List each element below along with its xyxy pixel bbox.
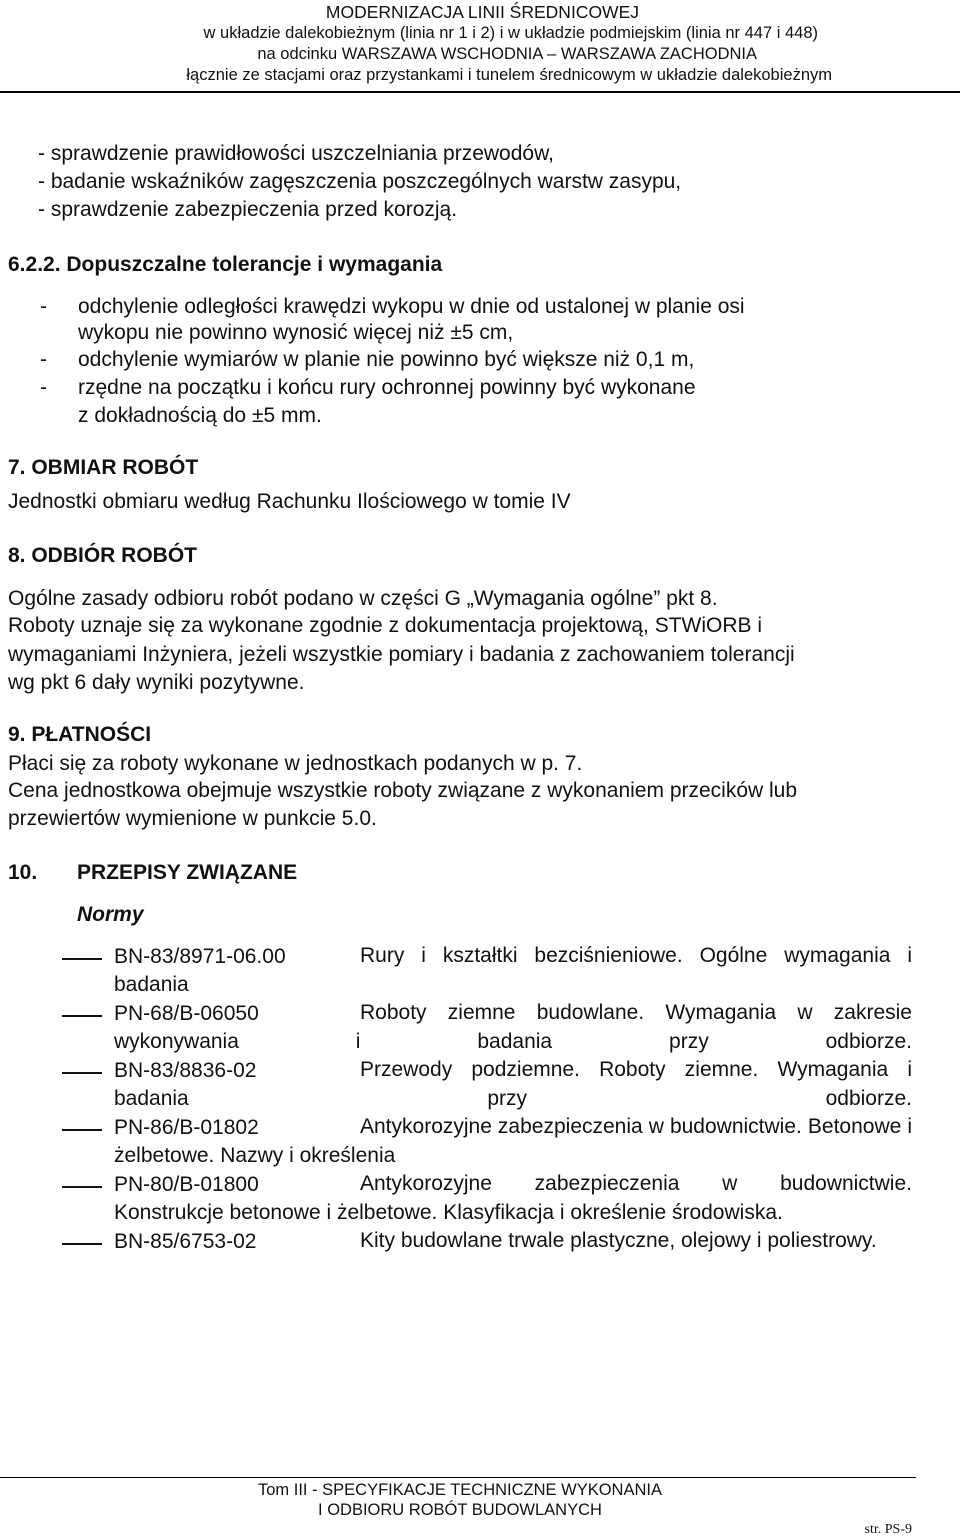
list-item: odchylenie wymiarów w planie nie powinno być większe niż 0,1 m, [78,348,695,371]
norm-code: BN-83/8971-06.00 [114,945,286,968]
list-item: odchylenie odległości krawędzi wykopu w dnie od ustalonej w planie osi [78,295,745,318]
norm-dash [62,1015,102,1017]
list-item-continuation: z dokładnością do ±5 mm. [78,404,322,427]
section-heading-7: 7. OBMIAR ROBÓT [8,456,199,479]
section-7-text: Jednostki obmiaru według Rachunku Ilościowego w tomie IV [8,490,571,513]
norms-subtitle: Normy [77,903,144,926]
header-line-3: na odcinku WARSZAWA WSCHODNIA – WARSZAWA ZACHODNIA [257,45,757,63]
norm-dash [62,1186,102,1188]
section-9-line: Płaci się za roboty wykonane w jednostkach podanych w p. 7. [8,752,583,775]
section-9-line: przewiertów wymienione w punkcie 5.0. [8,807,377,830]
header-line-4: łącznie ze stacjami oraz przystankami i tunelem średnicowym w układzie dalekobieżnym [186,66,832,84]
norm-description: Kity budowlane trwale plastyczne, olejowy i poliestrowy. [360,1229,877,1252]
list-dash: - [40,348,47,371]
list-item-continuation: wykopu nie powinno wynosić więcej niż ±5 cm, [78,321,514,344]
norm-dash [62,1072,102,1074]
section-8-line: wg pkt 6 dały wyniki pozytywne. [8,671,305,694]
section-heading-10: PRZEPISY ZWIĄZANE [77,861,298,884]
norm-description: Antykorozyjne zabezpieczenia w budownictwie. Betonowe i żelbetowe. Nazwy i określenia [114,1115,912,1167]
list-dash: - [40,295,47,318]
list-item: - sprawdzenie prawidłowości uszczelniania przewodów, [38,142,554,165]
header-rule [0,91,960,93]
list-item: - sprawdzenie zabezpieczenia przed korozją. [38,198,458,221]
norm-code: BN-85/6753-02 [114,1230,257,1253]
section-heading-9: 9. PŁATNOŚCI [8,723,152,746]
section-heading-8: 8. ODBIÓR ROBÓT [8,544,198,567]
header-line-2: w układzie dalekobieżnym (linia nr 1 i 2) i w układzie podmiejskim (linia nr 447 i 448) [203,24,818,42]
section-9-line: Cena jednostkowa obejmuje wszystkie roboty związane z wykonaniem przecików lub [8,779,798,802]
footer-line-2: I ODBIORU ROBÓT BUDOWLANYCH [318,1501,602,1519]
list-item: rzędne na początku i końcu rury ochronnej powinny być wykonane [78,376,696,399]
section-number-10: 10. [8,861,38,884]
norm-description: Przewody podziemne. Roboty ziemne. Wymagania i badania przy odbiorze. [114,1058,912,1110]
footer-line-1: Tom III - SPECYFIKACJE TECHNICZNE WYKONANIA [257,1481,662,1499]
norm-code: PN-80/B-01800 [114,1173,259,1196]
norm-dash [62,1129,102,1131]
footer-rule [0,1477,916,1478]
list-dash: - [40,376,47,399]
norm-description: Antykorozyjne zabezpieczenia w budownictwie. Konstrukcje betonowe i żelbetowe. Klasyfikacja i określenie środowiska. [114,1172,912,1224]
norm-description: Rury i kształtki bezciśnieniowe. Ogólne wymagania i badania [114,944,912,996]
list-item: - badanie wskaźników zagęszczenia poszczególnych warstw zasypu, [38,170,682,193]
norm-code: PN-68/B-06050 [114,1002,259,1025]
norm-dash [62,958,102,960]
section-heading-6-2-2: 6.2.2. Dopuszczalne tolerancje i wymagania [8,253,443,276]
document-header [0,2,960,86]
norm-code: BN-83/8836-02 [114,1059,257,1082]
header-line-1: MODERNIZACJA LINII ŚREDNICOWEJ [325,2,639,22]
norm-description: Roboty ziemne budowlane. Wymagania w zakresie wykonywania i badania przy odbiorze. [114,1001,912,1053]
section-8-line: Ogólne zasady odbioru robót podano w części G „Wymagania ogólne” pkt 8. [8,587,718,610]
page-number: str. PS-9 [864,1522,912,1537]
norm-code: PN-86/B-01802 [114,1116,259,1139]
norm-dash [62,1243,102,1245]
section-8-line: Roboty uznaje się za wykonane zgodnie z dokumentacja projektową, STWiORB i [8,614,763,637]
section-8-line: wymaganiami Inżyniera, jeżeli wszystkie pomiary i badania z zachowaniem tolerancji [8,643,795,666]
